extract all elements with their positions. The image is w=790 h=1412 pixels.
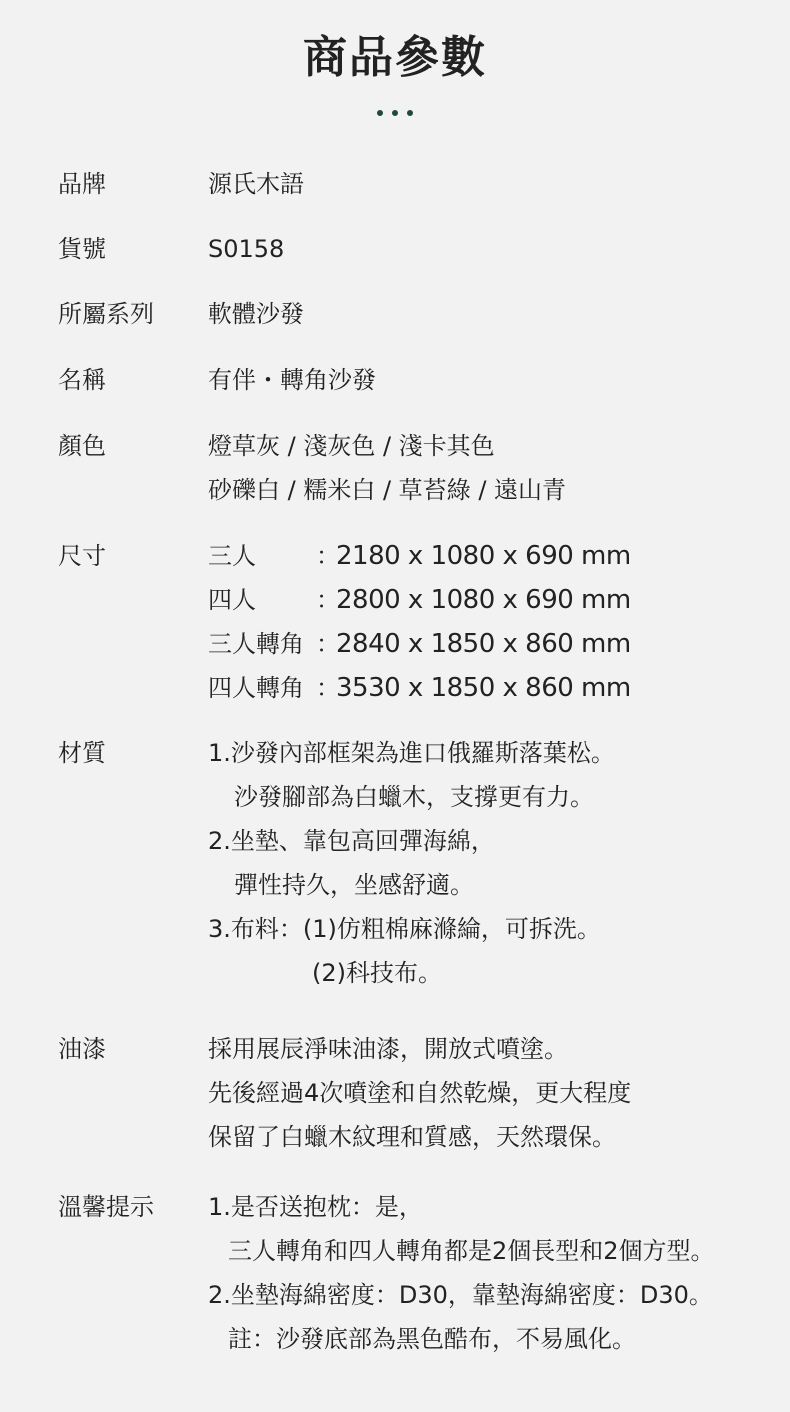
spec-label: 貨號 — [58, 235, 106, 263]
tips-line: 註：沙發底部為黑色酷布，不易風化。 — [228, 1325, 636, 1353]
material-line: 沙發腳部為白蠟木，支撐更有力。 — [234, 783, 594, 811]
material-line: 彈性持久，坐感舒適。 — [234, 871, 474, 899]
size-value: 2180 x 1080 x 690 mm — [336, 541, 631, 571]
material-line: 1.沙發內部框架為進口俄羅斯落葉松。 — [208, 739, 615, 767]
spec-label: 名稱 — [58, 366, 106, 394]
spec-label: 品牌 — [58, 170, 106, 198]
spec-value: 源氏木語 — [208, 170, 304, 198]
spec-value — [208, 1027, 631, 1159]
color-line: 燈草灰 / 淺灰色 / 淺卡其色 — [208, 432, 495, 460]
size-separator: ： — [316, 542, 340, 570]
size-value: 2840 x 1850 x 860 mm — [336, 629, 631, 659]
divider-dot — [392, 110, 398, 116]
tips-line: 2.坐墊海綿密度：D30，靠墊海綿密度：D30。 — [208, 1281, 713, 1309]
spec-label: 材質 — [58, 739, 106, 767]
size-row — [208, 622, 631, 666]
size-value: 2800 x 1080 x 690 mm — [336, 585, 631, 615]
size-row — [208, 534, 631, 578]
tips-line: 1.是否送抱枕：是， — [208, 1193, 423, 1221]
spec-value: 有伴・轉角沙發 — [208, 366, 376, 394]
title-divider-dots — [0, 110, 790, 116]
material-line: (2)科技布。 — [312, 959, 442, 987]
material-line: 3.布料：(1)仿粗棉麻滌綸，可拆洗。 — [208, 915, 601, 943]
paint-line: 保留了白蠟木紋理和質感，天然環保。 — [208, 1123, 616, 1151]
size-row — [208, 578, 631, 622]
spec-value: S0158 — [208, 235, 285, 263]
size-name: 四人轉角 — [208, 674, 304, 702]
paint-line: 先後經過4次噴塗和自然乾燥，更大程度 — [208, 1079, 632, 1107]
spec-value — [208, 731, 615, 995]
spec-label: 溫馨提示 — [58, 1193, 154, 1221]
size-value: 3530 x 1850 x 860 mm — [336, 673, 631, 703]
size-name: 四人 — [208, 586, 256, 614]
divider-dot — [407, 110, 413, 116]
size-separator: ： — [316, 630, 340, 658]
spec-label: 所屬系列 — [58, 300, 154, 328]
size-name: 三人 — [208, 542, 256, 570]
spec-label: 尺寸 — [58, 542, 106, 570]
size-separator: ： — [316, 586, 340, 614]
spec-value — [208, 534, 631, 710]
size-name: 三人轉角 — [208, 630, 304, 658]
color-line: 砂礫白 / 糯米白 / 草苔綠 / 遠山青 — [208, 476, 567, 504]
divider-dot — [377, 110, 383, 116]
tips-line: 三人轉角和四人轉角都是2個長型和2個方型。 — [228, 1237, 715, 1265]
paint-line: 採用展辰淨味油漆，開放式噴塗。 — [208, 1035, 568, 1063]
spec-value — [208, 1185, 715, 1361]
page-title: 商品參數 — [303, 32, 487, 83]
spec-value — [208, 424, 566, 512]
size-separator: ： — [316, 674, 340, 702]
size-row — [208, 666, 631, 710]
material-line: 2.坐墊、靠包高回彈海綿， — [208, 827, 495, 855]
spec-label: 油漆 — [58, 1035, 106, 1063]
spec-label: 顏色 — [58, 432, 106, 460]
spec-value: 軟體沙發 — [208, 300, 304, 328]
